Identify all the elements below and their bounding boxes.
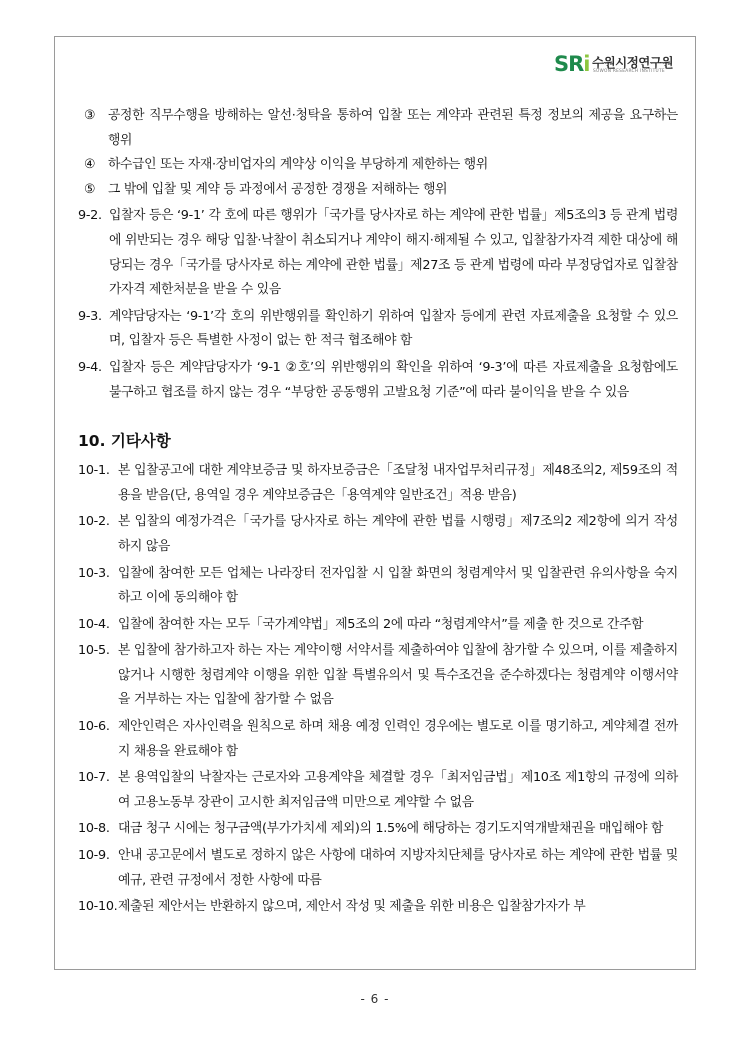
logo-mark: SRi — [554, 52, 590, 76]
section-heading: 10. 기타사항 — [78, 432, 171, 451]
item-text: 입찰에 참여한 자는 모두「국가계약법」제5조의 2에 따라 “청렴계약서”를 제출 한 것으로 간주함 — [118, 616, 644, 632]
item-marker: 10-2. — [78, 514, 110, 530]
item-marker: 10-10. — [78, 899, 118, 915]
item-marker: 10-4. — [78, 616, 110, 632]
item-marker: 10-1. — [78, 463, 110, 479]
logo-english: SUWON RESEARCH INSTITUTE — [593, 69, 665, 74]
list-item — [78, 715, 678, 764]
page-number: - 6 - — [360, 992, 390, 1006]
logo-name: 수원시정연구원 — [592, 55, 674, 70]
item-text: 대금 청구 시에는 청구금액(부가가치세 제외)의 1.5%에 해당하는 경기도지역개발채권을 매입해야 함 — [118, 821, 664, 837]
list-item — [78, 895, 678, 920]
item-marker: 10-5. — [78, 643, 110, 659]
item-text: 입찰자 등은 ‘9-1’ 각 호에 따른 행위가「국가를 당사자로 하는 계약에 관한 법률」제5조의3 등 관계 법령에 위반되는 경우 해당 입찰·낙찰이 취소되거나 계약이 해지·해제될 수 있고, 입찰참가자격 제한 대상에 해당되는 경우「국가를 당사자로 하는 계약에 관한 법률」제27조 등 관계 법령에 따라 부정당업자로 입찰참가자격 제한처분을 받을 수 있음 — [109, 208, 678, 298]
list-item — [78, 766, 678, 815]
institute-logo — [554, 53, 680, 77]
item-marker: 10-7. — [78, 770, 110, 786]
list-item — [78, 639, 678, 713]
list-item — [78, 613, 678, 638]
item-marker: 9-2. — [78, 208, 102, 224]
item-text: 안내 공고문에서 별도로 정하지 않은 사항에 대하여 지방자치단체를 당사자로 하는 계약에 관한 법률 및 예규, 관련 규정에서 정한 사항에 따름 — [118, 848, 678, 888]
list-item — [78, 510, 678, 559]
item-marker: 10-9. — [78, 848, 110, 864]
item-text: 하수급인 또는 자재·장비업자의 계약상 이익을 부당하게 제한하는 행위 — [108, 157, 488, 173]
list-item — [78, 844, 678, 893]
list-item — [78, 305, 678, 354]
item-text: 입찰자 등은 계약담당자가 ‘9-1 ②호’의 위반행위의 확인을 위하여 ‘9-3’에 따른 자료제출을 요청함에도 불구하고 협조를 하지 않는 경우 “부당한 공동행위 고발요청 기준”에 따라 불이익을 받을 수 있음 — [109, 359, 678, 400]
item-text: 제출된 제안서는 반환하지 않으며, 제안서 작성 및 제출을 위한 비용은 입찰참가자가 부 — [118, 899, 586, 915]
item-marker: 10-8. — [78, 821, 110, 837]
item-text: 공정한 직무수행을 방해하는 알선·청탁을 통하여 입찰 또는 계약과 관련된 특정 정보의 제공을 요구하는 행위 — [108, 108, 678, 148]
item-text: 본 용역입찰의 낙찰자는 근로자와 고용계약을 체결할 경우「최저임금법」제10조 제1항의 규정에 의하여 고용노동부 장관이 고시한 최저임금액 미만으로 계약할 수 없음 — [118, 770, 678, 810]
item-text: 제안인력은 자사인력을 원칙으로 하며 채용 예정 인력인 경우에는 별도로 이를 명기하고, 계약체결 전까지 채용을 완료해야 함 — [118, 719, 678, 759]
list-item — [78, 459, 678, 508]
item-marker: ⑤ — [84, 181, 96, 197]
list-item — [78, 153, 678, 178]
document-body — [78, 104, 678, 920]
item-marker: 10-6. — [78, 719, 110, 735]
item-text: 본 입찰의 예정가격은「국가를 당사자로 하는 계약에 관한 법률 시행령」제7조의2 제2항에 의거 작성하지 않음 — [118, 514, 678, 554]
list-item — [78, 817, 678, 842]
item-text: 그 밖에 입찰 및 계약 등 과정에서 공정한 경쟁을 저해하는 행위 — [108, 181, 448, 197]
list-item — [78, 178, 678, 203]
item-marker: 9-3. — [78, 308, 102, 324]
item-text: 본 입찰에 참가하고자 하는 자는 계약이행 서약서를 제출하여야 입찰에 참가할 수 있으며, 이를 제출하지 않거나 시행한 청렴계약 이행을 위한 입찰 특별유의서 및 특수조건을 준수하겠다는 청렴계약 이행서약을 거부하는 자는 입찰에 참가할 수 없음 — [118, 643, 678, 708]
item-marker: ③ — [84, 108, 96, 123]
item-marker: 9-4. — [78, 359, 102, 375]
list-item — [78, 562, 678, 611]
item-text: 본 입찰공고에 대한 계약보증금 및 하자보증금은「조달청 내자업무처리규정」제48조의2, 제59조의 적용을 받음(단, 용역일 경우 계약보증금은「용역계약 일반조건」적용 받음) — [118, 463, 678, 503]
list-item — [78, 104, 678, 153]
item-text: 계약담당자는 ‘9-1’각 호의 위반행위를 확인하기 위하여 입찰자 등에게 관련 자료제출을 요청할 수 있으며, 입찰자 등은 특별한 사정이 없는 한 적극 협조해야 함 — [109, 308, 678, 349]
item-marker: 10-3. — [78, 565, 110, 581]
item-text: 입찰에 참여한 모든 업체는 나라장터 전자입찰 시 입찰 화면의 청렴계약서 및 입찰관련 유의사항을 숙지하고 이에 동의해야 함 — [118, 565, 678, 606]
list-item — [78, 204, 678, 302]
list-item — [78, 356, 678, 405]
item-marker: ④ — [84, 157, 96, 173]
